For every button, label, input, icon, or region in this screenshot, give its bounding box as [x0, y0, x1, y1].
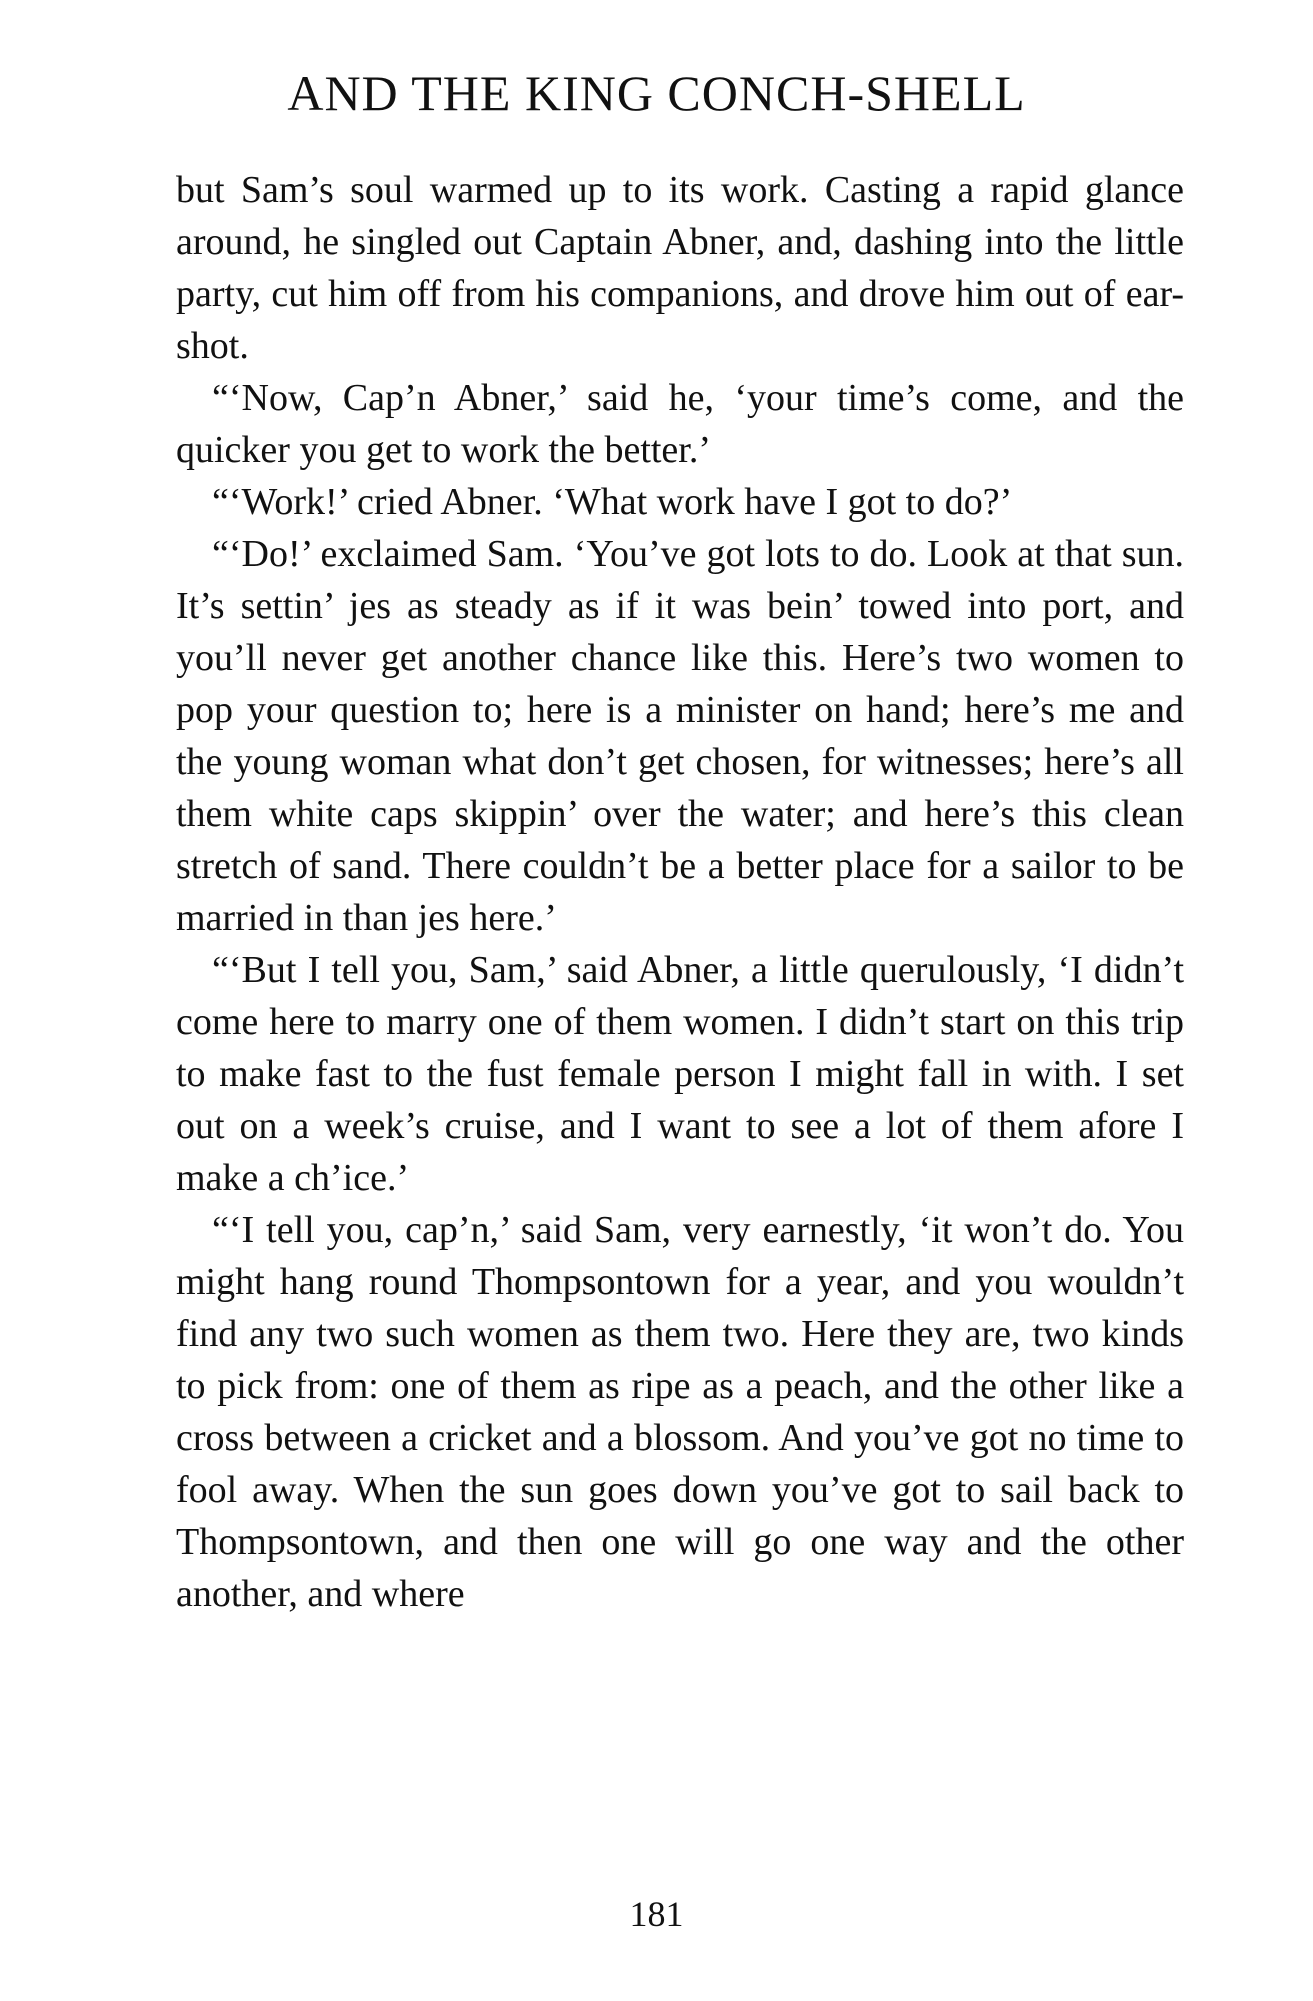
page-number: 181 [629, 1894, 684, 1934]
running-head: AND THE KING CONCH-SHELL [287, 65, 1026, 121]
paragraph-5: “‘But I tell you, Sam,’ said Abner, a little querulously, ‘I didn’t come here to marry one of them women. I didn’t start on this trip to make fast to the fust female person I might fall in with. I set out on a week’s cruise, and I want to see a lot of them afore I make a ch’ice.’ [176, 949, 1184, 1199]
paragraph-4: “‘Do!’ exclaimed Sam. ‘You’ve got lots to do. Look at that sun. It’s settin’ jes as steady as if it was bein’ towed into port, and you’ll never get another chance like this. Here’s two women to pop your question to; here is a minister on hand; here’s me and the young woman what don’t get chosen, for witnesses; here’s all them white caps skippin’ over the water; and here’s this clean stretch of sand. There couldn’t be a better place for a sailor to be married in than jes here.’ [176, 533, 1184, 939]
paragraph-6: “‘I tell you, cap’n,’ said Sam, very earnestly, ‘it won’t do. You might hang round Thompsontown for a year, and you wouldn’t find any two such women as them two. Here they are, two kinds to pick from: one of them as ripe as a peach, and the other like a cross between a cricket and a blossom. And you’ve got no time to fool away. When the sun goes down you’ve got to sail back to Thompsontown, and then one will go one way and the other another, and where [176, 1209, 1184, 1615]
paragraph-1: but Sam’s soul warmed up to its work. Casting a rapid glance around, he singled out Captain Abner, and, dashing into the little party, cut him off from his companions, and drove him out of ear-shot. [176, 169, 1184, 367]
body-text [176, 164, 1184, 1620]
paragraph-3: “‘Work!’ cried Abner. ‘What work have I got to do?’ [212, 481, 1013, 523]
paragraph-2: “‘Now, Cap’n Abner,’ said he, ‘your time’s come, and the quicker you get to work the better.’ [176, 377, 1184, 471]
